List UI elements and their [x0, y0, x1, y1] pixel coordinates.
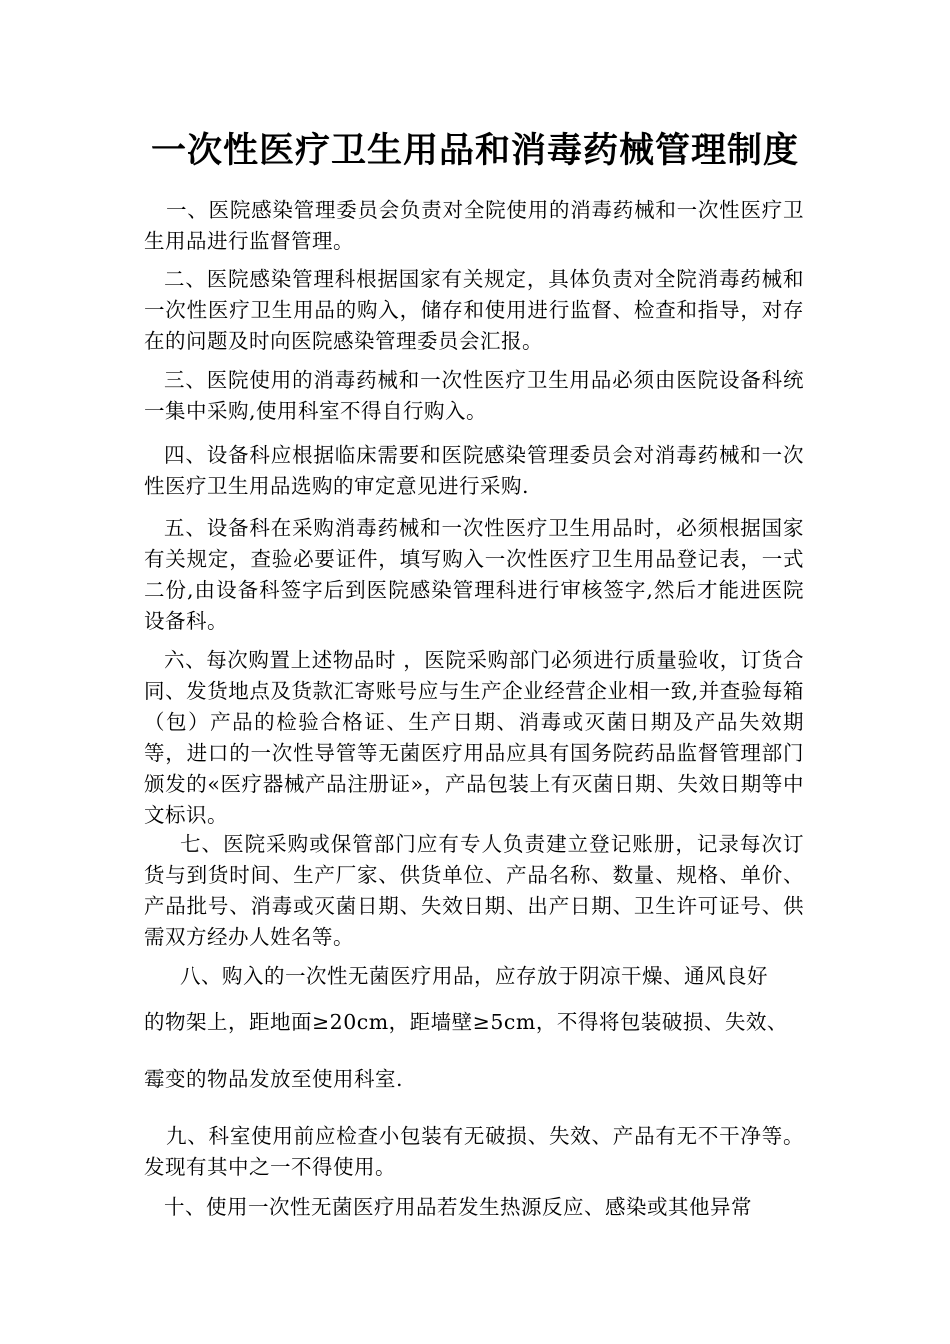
document-title: 一次性医疗卫生用品和消毒药械管理制度	[150, 130, 799, 171]
paragraph-1: 一、医院感染管理委员会负责对全院使用的消毒药械和一次性医疗卫生用品进行监督管理。	[144, 198, 804, 253]
paragraph-8-line-2: 的物架上，距地面≥20cm，距墙壁≥5cm，不得将包装破损、失效、	[144, 1010, 788, 1034]
paragraph-7: 七、医院采购或保管部门应有专人负责建立登记账册，记录每次订货与到货时间、生产厂家、供货单位、产品名称、数量、规格、单价、产品批号、消毒或灭菌日期、失效日期、出产日期、卫生许可证号、供需双方经办人姓名等。	[144, 832, 804, 949]
paragraph-3: 三、医院使用的消毒药械和一次性医疗卫生用品必须由医院设备科统一集中采购,使用科室不得自行购入。	[144, 368, 804, 423]
paragraph-6: 六、每次购置上述物品时 ，医院采购部门必须进行质量验收，订货合同、发货地点及货款汇寄账号应与生产企业经营企业相一致,并查验每箱（包）产品的检验合格证、生产日期、消毒或灭菌日期及产品失效期等，进口的一次性导管等无菌医疗用品应具有国务院药品监督管理部门颁发的«医疗器械产品注册证»，产品包装上有灭菌日期、失效日期等中文标识。	[144, 648, 804, 827]
paragraph-8-line-1: 八、购入的一次性无菌医疗用品，应存放于阴凉干燥、通风良好	[180, 964, 768, 988]
paragraph-8-line-3: 霉变的物品发放至使用科室.	[144, 1067, 404, 1091]
paragraph-5: 五、设备科在采购消毒药械和一次性医疗卫生用品时，必须根据国家有关规定，查验必要证件，填写购入一次性医疗卫生用品登记表，一式二份,由设备科签字后到医院感染管理科进行审核签字,然后才能进医院设备科。	[144, 516, 804, 633]
paragraph-9: 九、科室使用前应检查小包装有无破损、失效、产品有无不干净等。发现有其中之一不得使用。	[144, 1124, 804, 1179]
paragraph-4: 四、设备科应根据临床需要和医院感染管理委员会对消毒药械和一次性医疗卫生用品选购的审定意见进行采购.	[144, 443, 804, 498]
paragraph-2: 二、医院感染管理科根据国家有关规定，具体负责对全院消毒药械和一次性医疗卫生用品的购入，储存和使用进行监督、检查和指导，对存在的问题及时向医院感染管理委员会汇报。	[144, 267, 804, 353]
paragraph-10: 十、使用一次性无菌医疗用品若发生热源反应、感染或其他异常	[164, 1195, 752, 1219]
